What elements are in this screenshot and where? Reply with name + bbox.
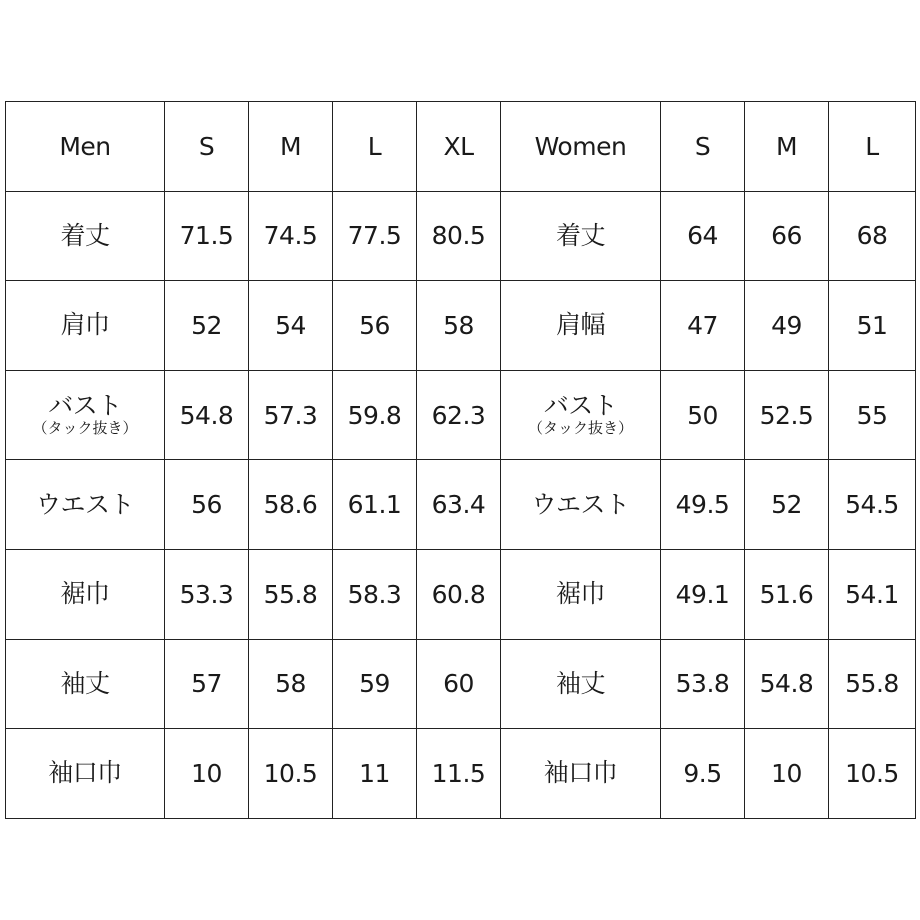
men-label-note: （タック抜き） — [32, 419, 138, 438]
women-measurement-label — [501, 191, 661, 281]
men-value-cell: 62.3 — [417, 370, 501, 460]
women-label-note: （タック抜き） — [527, 419, 633, 438]
men-label-text: バスト — [48, 391, 122, 421]
men-measurement-label — [6, 460, 165, 550]
women-value-cell: 53.8 — [661, 639, 745, 729]
table-row — [6, 370, 916, 460]
women-measurement-label — [501, 281, 661, 371]
women-value-cell: 49 — [745, 281, 829, 371]
women-value-cell: 49.1 — [661, 549, 745, 639]
men-value-cell: 61.1 — [333, 460, 417, 550]
men-value-cell: 60 — [417, 639, 501, 729]
women-value-cell: 54.1 — [829, 549, 916, 639]
men-value-cell: 55.8 — [249, 549, 333, 639]
men-value-cell: 56 — [165, 460, 249, 550]
women-value-cell: 10 — [745, 729, 829, 819]
table-row — [6, 549, 916, 639]
men-label-text: 裾巾 — [60, 579, 110, 609]
men-value-cell: 58.6 — [249, 460, 333, 550]
women-value-cell: 49.5 — [661, 460, 745, 550]
men-measurement-label — [6, 281, 165, 371]
men-value-cell: 80.5 — [417, 191, 501, 281]
women-value-cell: 55 — [829, 370, 916, 460]
women-value-cell: 54.5 — [829, 460, 916, 550]
women-size-s: S — [661, 102, 745, 192]
men-value-cell: 57.3 — [249, 370, 333, 460]
men-value-cell: 58 — [249, 639, 333, 729]
women-label-text: 袖口巾 — [543, 758, 618, 788]
women-value-cell: 50 — [661, 370, 745, 460]
men-value-cell: 54.8 — [165, 370, 249, 460]
men-value-cell: 54 — [249, 281, 333, 371]
men-value-cell: 77.5 — [333, 191, 417, 281]
men-value-cell: 74.5 — [249, 191, 333, 281]
women-value-cell: 52.5 — [745, 370, 829, 460]
men-label-text: 袖口巾 — [48, 758, 122, 788]
men-value-cell: 53.3 — [165, 549, 249, 639]
women-value-cell: 64 — [661, 191, 745, 281]
men-value-cell: 10 — [165, 729, 249, 819]
women-measurement-label — [501, 729, 661, 819]
men-header: Men — [6, 102, 165, 192]
women-value-cell: 47 — [661, 281, 745, 371]
women-header: Women — [501, 102, 661, 192]
table-row — [6, 281, 916, 371]
men-measurement-label — [6, 191, 165, 281]
women-value-cell: 9.5 — [661, 729, 745, 819]
women-label-text: ウエスト — [531, 489, 630, 519]
men-size-l: L — [333, 102, 417, 192]
women-label-text: 袖丈 — [555, 668, 605, 698]
men-value-cell: 71.5 — [165, 191, 249, 281]
men-size-xl: XL — [417, 102, 501, 192]
men-label-text: 着丈 — [60, 220, 110, 250]
women-size-l: L — [829, 102, 916, 192]
women-measurement-label — [501, 460, 661, 550]
men-value-cell: 60.8 — [417, 549, 501, 639]
women-value-cell: 66 — [745, 191, 829, 281]
men-value-cell: 58.3 — [333, 549, 417, 639]
men-value-cell: 63.4 — [417, 460, 501, 550]
women-value-cell: 68 — [829, 191, 916, 281]
men-measurement-label — [6, 549, 165, 639]
table-row — [6, 729, 916, 819]
women-label-text: バスト — [543, 391, 618, 421]
men-label-text: ウエスト — [35, 489, 134, 519]
women-label-text: 肩幅 — [555, 310, 605, 340]
men-measurement-label — [6, 729, 165, 819]
men-measurement-label — [6, 639, 165, 729]
women-value-cell: 10.5 — [829, 729, 916, 819]
women-measurement-label — [501, 549, 661, 639]
men-measurement-label — [6, 370, 165, 460]
men-value-cell: 56 — [333, 281, 417, 371]
table-row — [6, 639, 916, 729]
women-value-cell: 51.6 — [745, 549, 829, 639]
women-size-m: M — [745, 102, 829, 192]
men-value-cell: 59.8 — [333, 370, 417, 460]
size-chart-table — [5, 101, 916, 819]
men-value-cell: 52 — [165, 281, 249, 371]
men-label-text: 肩巾 — [60, 310, 110, 340]
men-value-cell: 10.5 — [249, 729, 333, 819]
women-value-cell: 52 — [745, 460, 829, 550]
women-measurement-label — [501, 639, 661, 729]
women-measurement-label — [501, 370, 661, 460]
men-value-cell: 57 — [165, 639, 249, 729]
header-row — [6, 102, 916, 192]
women-label-text: 着丈 — [555, 220, 605, 250]
women-value-cell: 51 — [829, 281, 916, 371]
men-value-cell: 58 — [417, 281, 501, 371]
men-label-text: 袖丈 — [60, 668, 110, 698]
men-value-cell: 11.5 — [417, 729, 501, 819]
table-row — [6, 460, 916, 550]
women-value-cell: 54.8 — [745, 639, 829, 729]
men-value-cell: 11 — [333, 729, 417, 819]
women-label-text: 裾巾 — [555, 579, 605, 609]
men-value-cell: 59 — [333, 639, 417, 729]
men-size-m: M — [249, 102, 333, 192]
men-size-s: S — [165, 102, 249, 192]
table-row — [6, 191, 916, 281]
women-value-cell: 55.8 — [829, 639, 916, 729]
